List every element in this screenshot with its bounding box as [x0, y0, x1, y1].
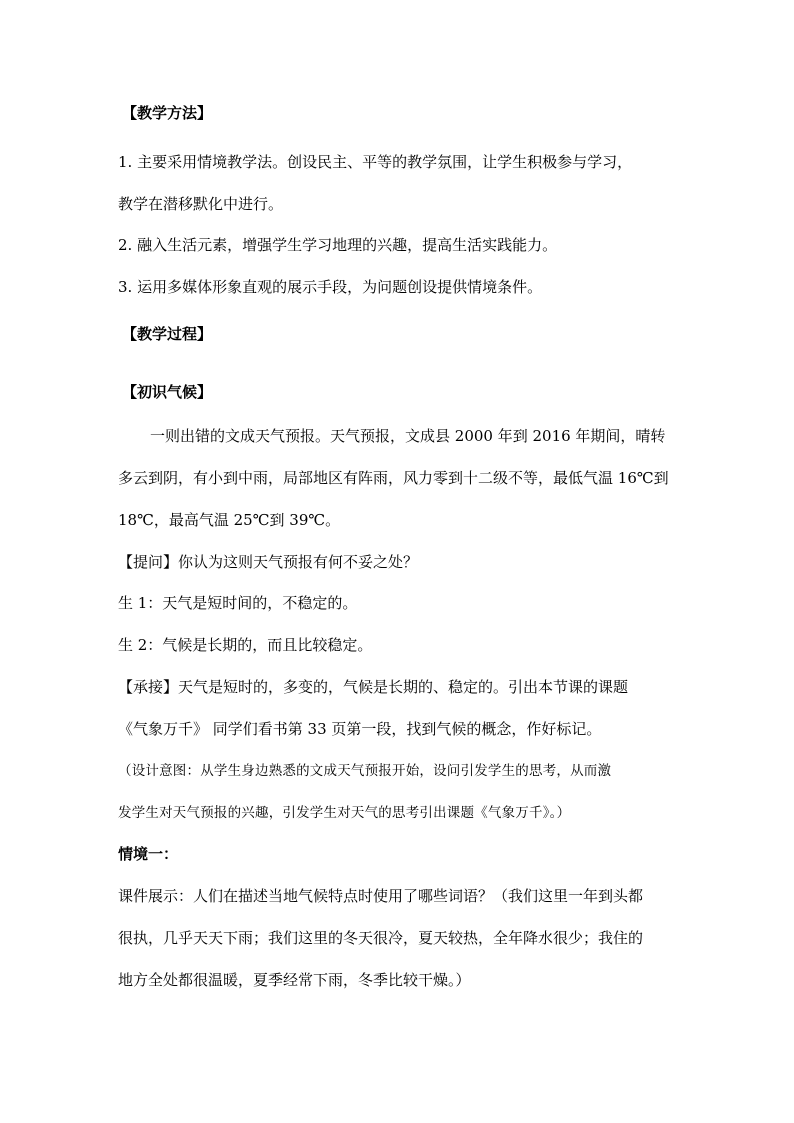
method-item-3: 3. 运用多媒体形象直观的展示手段，为问题创设提供情境条件。: [118, 278, 543, 296]
design-intent-line-2: 发学生对天气预报的兴趣，引发学生对天气的思考引出课题《气象万千》。）: [118, 805, 571, 821]
paragraph-forecast-line-2: 多云到阴，有小到中雨，局部地区有阵雨，风力零到十二级不等，最低气温 16℃到: [118, 469, 669, 487]
design-intent-line-1: （设计意图：从学生身边熟悉的文成天气预报开始，设问引发学生的思考，从而激: [118, 763, 612, 779]
method-item-1-line-2: 教学在潜移默化中进行。: [118, 195, 284, 213]
scenario-one-heading: 情境一：: [118, 845, 179, 863]
method-item-2: 2. 融入生活元素，增强学生学习地理的兴趣，提高生活实践能力。: [118, 236, 558, 254]
heading-first-climate: 【初识气候】: [122, 383, 213, 401]
student-answer-2: 生 2：气候是长期的，而且比较稳定。: [118, 636, 373, 654]
heading-teaching-process: 【教学过程】: [122, 325, 213, 343]
courseware-line-3: 地方全处都很温暖，夏季经常下雨，冬季比较干燥。）: [118, 971, 471, 989]
student-answer-1: 生 1：天气是短时间的，不稳定的。: [118, 594, 358, 612]
method-item-1-line-1: 1. 主要采用情境教学法。创设民主、平等的教学氛围，让学生积极参与学习，: [118, 153, 633, 171]
courseware-line-2: 很执，几乎天天下雨；我们这里的冬天很冷，夏天较热，全年降水很少；我住的: [118, 929, 644, 947]
connect-line-1: 【承接】天气是短时的，多变的，气候是长期的、稳定的。引出本节课的课题: [118, 678, 629, 696]
courseware-line-1: 课件展示：人们在描述当地气候特点时使用了哪些词语？（我们这里一年到头都: [118, 887, 644, 905]
connect-line-2: 《气象万千》 同学们看书第 33 页第一段，找到气候的概念，作好标记。: [118, 720, 602, 738]
question-line: 【提问】你认为这则天气预报有何不妥之处？: [118, 553, 419, 571]
paragraph-forecast-line-1: 一则出错的文成天气预报。天气预报，文成县 2000 年到 2016 年期间，晴转: [150, 427, 666, 445]
paragraph-forecast-line-3: 18℃，最高气温 25℃到 39℃。: [118, 511, 341, 529]
heading-teaching-method: 【教学方法】: [122, 104, 213, 122]
